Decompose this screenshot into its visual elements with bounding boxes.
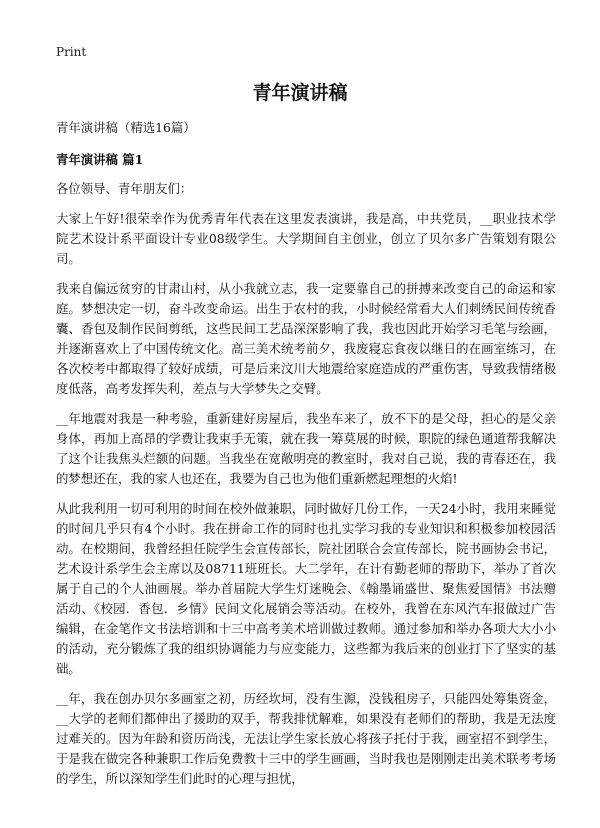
paragraph: 大家上午好!很荣幸作为优秀青年代表在这里发表演讲，我是高，中共党员，__职业技术学院艺术设计系平面设计专业08级学生。大学期间自主创业，创立了贝尔多广告策划有限公司。 xyxy=(56,211,556,266)
greeting: 各位领导、青年朋友们： xyxy=(56,181,193,196)
paragraph: 我来自偏远贫穷的甘肃山村，从小我就立志，我一定要靠自己的拼搏来改变自己的命运和家庭。梦想决定一切，奋斗改变命运。出生于农村的我，小时候经常看大人们刺绣民间传统香囊、香包及制作民间剪纸，这些民间工艺品深深影响了我，我也因此开始学习毛笔与绘画，并逐渐喜欢上了中国传统文化。高三美术统考前夕，我废寝忘食夜以继日的在画室练习，在各次校考中都取得了较好成绩，可是后来汶川大地震给家庭造成的严重伤害，导致我情绪极度低落，高考发挥失利，差点与大学梦失之交臂。 xyxy=(56,281,556,396)
document-body xyxy=(56,118,556,799)
section-heading: 青年演讲稿 篇1 xyxy=(56,152,144,167)
paragraph: __年地震对我是一种考验，重新建好房屋后，我坐车来了，放不下的是父母，担心的是父亲身体，再加上高昂的学费让我束手无策，就在我一筹莫展的时候，职院的绿色通道帮我解决了这个让我焦头烂额的问题。当我坐在宽敞明亮的教室时，我对自己说，我的青春还在，我的梦想还在，我的家人也还在，我要为自己也为他们重新燃起理想的火焰! xyxy=(56,411,556,486)
document-subtitle: 青年演讲稿（精选16篇） xyxy=(56,120,196,135)
paragraph: __年，我在创办贝尔多画室之初，历经坎坷，没有生源，没钱租房子，只能四处筹集资金，__大学的老师们都伸出了援助的双手，帮我排忧解难，如果没有老师们的帮助，我是无法度过难关的。因为年龄和资历尚浅，无法让学生家长放心将孩子托付于我，画室招不到学生，于是我在做完各种兼职工作后免费教十三中的学生画画，当时我也是刚刚走出美术联考考场的学生，所以深知学生们此时的心理与担忧， xyxy=(56,691,556,786)
print-link[interactable]: Print xyxy=(56,45,87,59)
document-title: 青年演讲稿 xyxy=(252,82,348,104)
paragraph: 从此我利用一切可利用的时间在校外做兼职，同时做好几份工作，一天24小时，我用来睡觉的时间几乎只有4个小时。我在拼命工作的同时也扎实学习我的专业知识和积极参加校园活动。在校期间，我曾经担任院学生会宣传部长，院社团联合会宣传部长，院书画协会书记，艺术设计系学生会主席以及08711班班长。大二学年，在计有勤老师的帮助下，举办了首次属于自己的个人油画展。举办首届院大学生灯迷晚会、《翰墨诵盛世、聚焦爱国情》书法赠活动、《校园．香包．乡情》民间文化展销会等活动。在校外，我曾在东风汽车报做过广告编辑，在金笔作文书法培训和十三中高考美术培训做过教师。通过参加和举办各项大大小小的活动，充分锻炼了我的组织协调能力与应变能力，这些都为我后来的创业打下了坚实的基础。 xyxy=(56,501,556,676)
